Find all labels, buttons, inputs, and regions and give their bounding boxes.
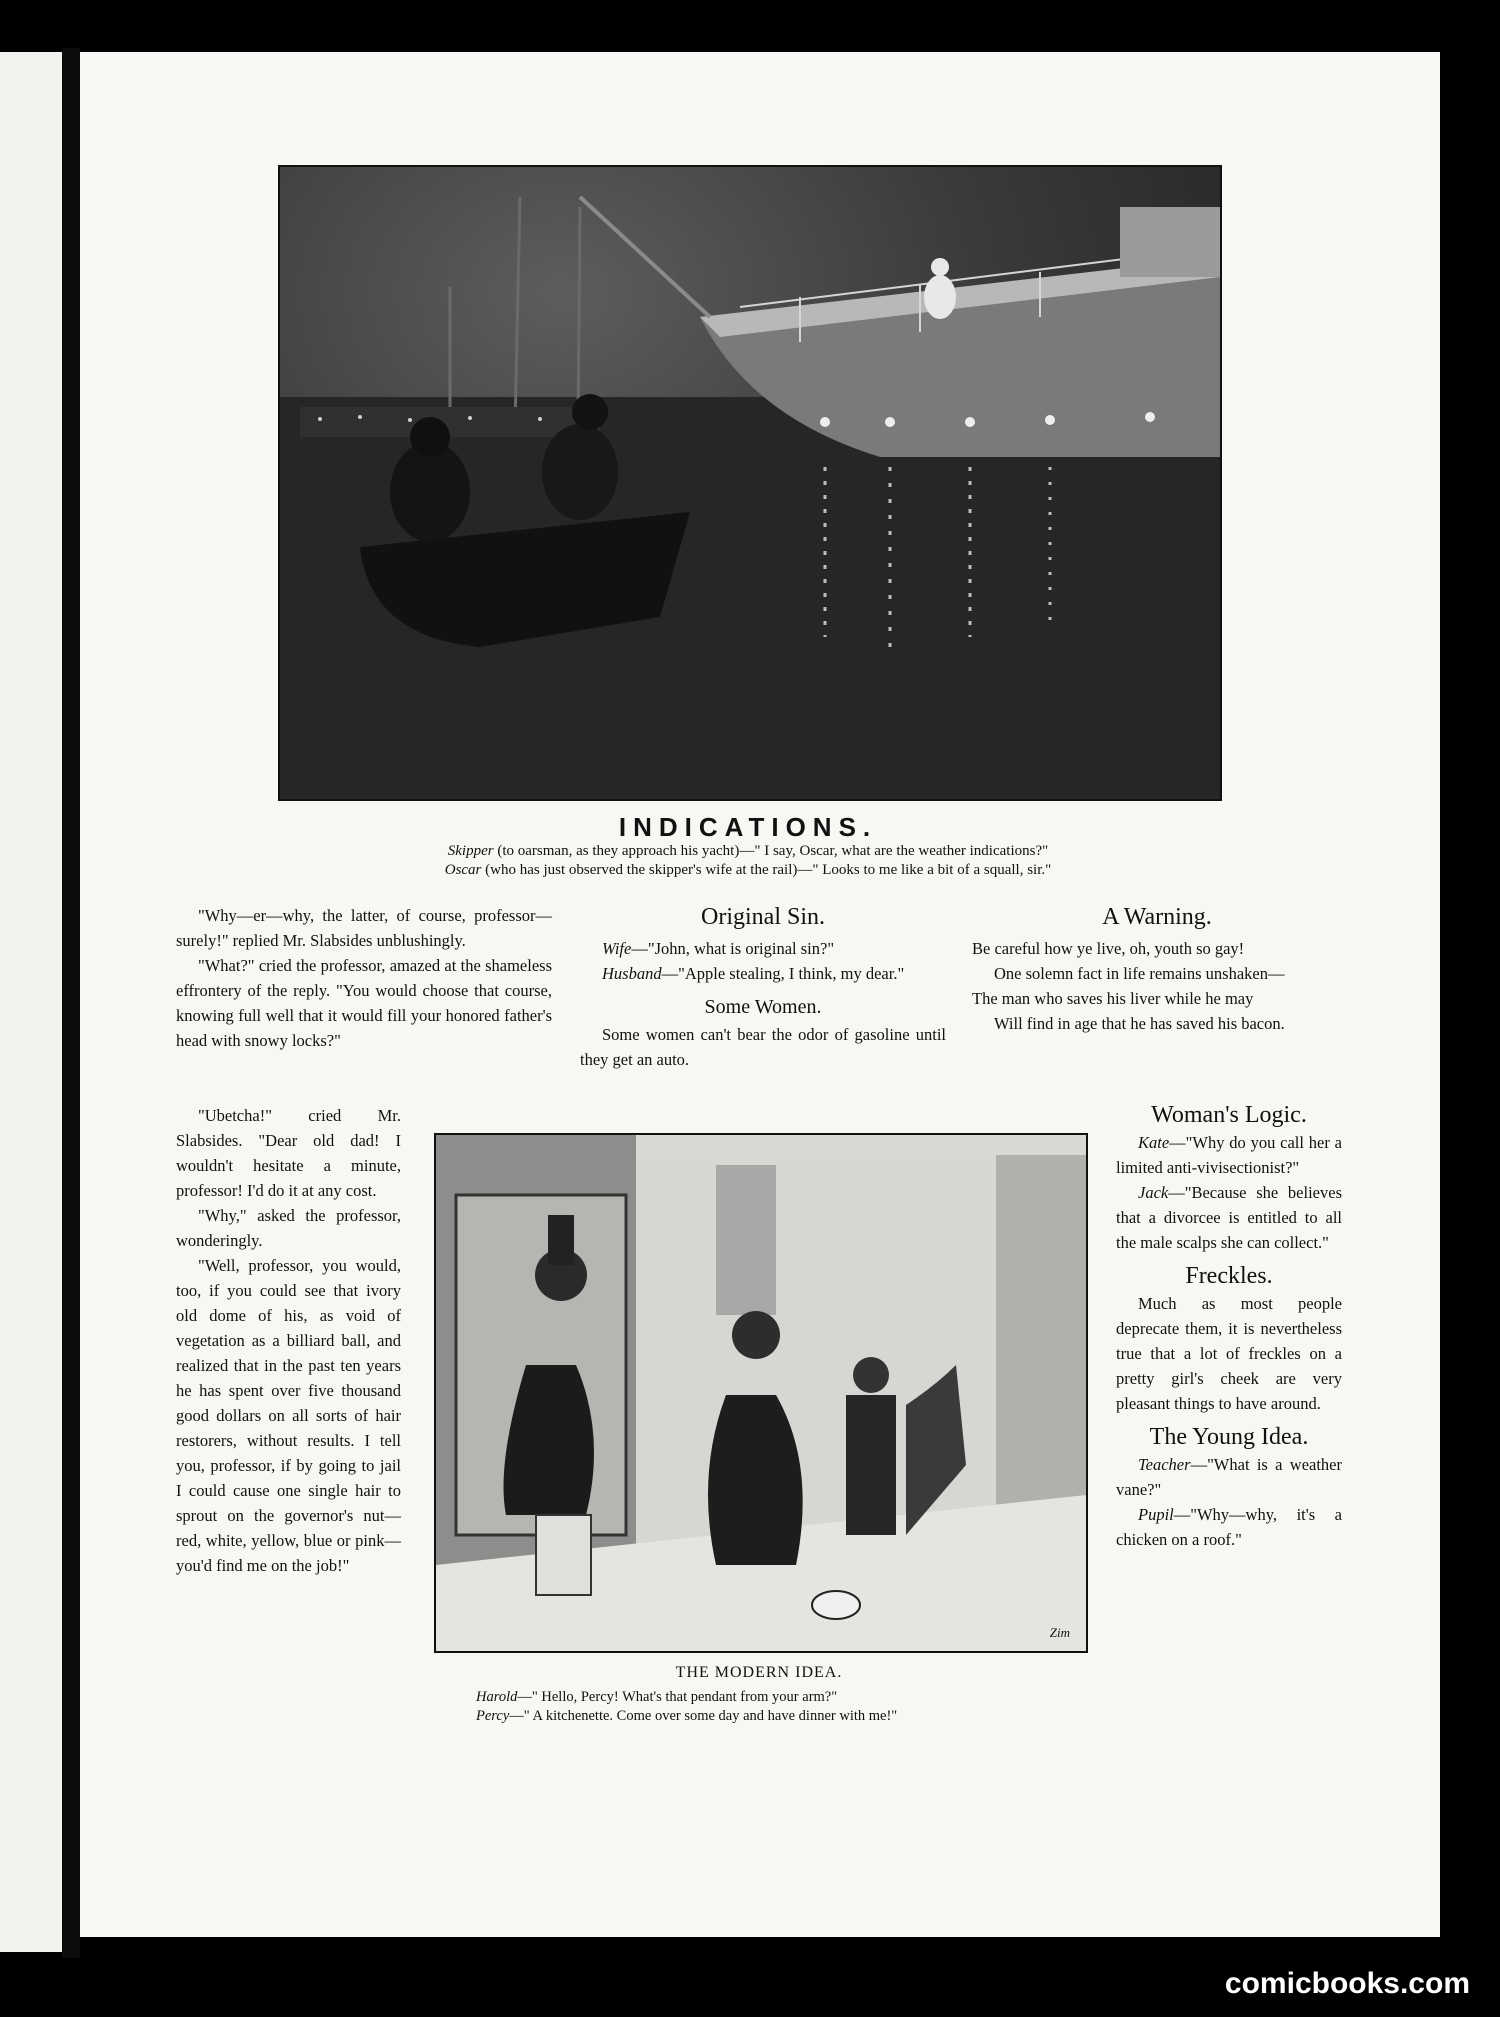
- freckles-heading: Freckles.: [1185, 1263, 1273, 1289]
- wife-text: —"John, what is original sin?": [631, 939, 835, 958]
- story-paragraph-3: "Ubetcha!" cried Mr. Slabsides. "Dear old dad! I wouldn't hesitate a minute, professor! I'd do it at any cost.: [176, 1106, 401, 1200]
- yacht-illustration: [278, 165, 1222, 801]
- teacher-speaker: Teacher: [1138, 1455, 1191, 1474]
- top-caption-line-2: [278, 861, 1218, 879]
- story-paragraph-1: "Why—er—why, the latter, of course, professor—surely!" replied Mr. Slabsides unblushingly.: [176, 906, 552, 950]
- womans-logic-heading: Woman's Logic.: [1151, 1102, 1307, 1128]
- right-column-top: [972, 902, 1342, 1036]
- kate-speaker: Kate: [1138, 1133, 1170, 1152]
- warning-line-1: Be careful how ye live, oh, youth so gay!: [972, 939, 1245, 958]
- wife-speaker: Wife: [602, 939, 632, 958]
- warning-line-3: The man who saves his liver while he may: [972, 989, 1254, 1008]
- jack-line: [1116, 1180, 1342, 1255]
- story-paragraph-2: "What?" cried the professor, amazed at the shameless effrontery of the reply. "You would choose that course, knowing full well that it would fill your honored father's head with snowy locks?": [176, 956, 552, 1050]
- modern-idea-drawing: [436, 1135, 1086, 1651]
- top-caption-title: INDICATIONS.: [618, 812, 878, 842]
- modern-idea-caption-title: THE MODERN IDEA.: [675, 1664, 843, 1681]
- story-paragraph-5: "Well, professor, you would, too, if you could see that ivory old dome of his, as void of vegetation as a billiard ball, and realized that in the past ten years he has spent over five thousand good dollars on all sorts of hair restorers, without results. I tell you, professor, if by going to jail I could cause one single hair to sprout on the governor's nut—red, white, yellow, blue or pink—you'd find me on the job!": [176, 1256, 401, 1575]
- some-women-heading: Some Women.: [704, 996, 822, 1018]
- left-column-top: [176, 903, 552, 1053]
- warning-line-4: Will find in age that he has saved his bacon.: [994, 1014, 1285, 1033]
- modern-caption-percy: [476, 1707, 1076, 1725]
- modern-caption-harold: [476, 1688, 1076, 1706]
- percy-text: —" A kitchenette. Come over some day and have dinner with me!": [509, 1708, 898, 1724]
- some-women-text: Some women can't bear the odor of gasoline until they get an auto.: [580, 1025, 946, 1069]
- yacht-scene-drawing: [280, 167, 1220, 799]
- freckles-text: Much as most people deprecate them, it is nevertheless true that a lot of freckles on a pretty girl's cheek are very pleasant things to have around.: [1116, 1294, 1342, 1413]
- warning-heading: A Warning.: [1102, 904, 1212, 930]
- modern-idea-illustration: [434, 1133, 1088, 1653]
- kate-text: —"Why do you call her a limited anti-vivisectionist?": [1116, 1133, 1342, 1177]
- harold-text: —" Hello, Percy! What's that pendant from your arm?": [517, 1689, 838, 1705]
- harold-speaker: Harold: [476, 1689, 518, 1705]
- middle-column: [580, 902, 946, 1072]
- caption-text-skipper: (to oarsman, as they approach his yacht)—" I say, Oscar, what are the weather indications?": [497, 843, 1049, 859]
- husband-text: —"Apple stealing, I think, my dear.": [661, 964, 905, 983]
- husband-line: [580, 961, 946, 986]
- top-caption-line-1: [278, 842, 1218, 860]
- teacher-line: [1116, 1452, 1342, 1502]
- wife-line: [580, 936, 946, 961]
- pupil-speaker: Pupil: [1138, 1505, 1174, 1524]
- pupil-line: [1116, 1502, 1342, 1552]
- husband-speaker: Husband: [602, 964, 662, 983]
- jack-speaker: Jack: [1138, 1183, 1169, 1202]
- story-paragraph-4: "Why," asked the professor, wonderingly.: [176, 1206, 401, 1250]
- left-column-narrow: [176, 1103, 401, 1578]
- artist-signature: Zim: [1049, 1625, 1070, 1640]
- caption-speaker-skipper: Skipper: [447, 843, 494, 859]
- caption-text-oscar: (who has just observed the skipper's wife at the rail)—" Looks to me like a bit of a squall, sir.": [485, 862, 1052, 878]
- kate-line: [1116, 1130, 1342, 1180]
- teacher-text: —"What is a weather vane?": [1116, 1455, 1342, 1499]
- page-gutter: [62, 48, 80, 1958]
- warning-line-2: One solemn fact in life remains unshaken—: [994, 964, 1285, 983]
- adjacent-page-edge: [0, 52, 62, 1952]
- pupil-text: —"Why—why, it's a chicken on a roof.": [1116, 1505, 1342, 1549]
- site-watermark: comicbooks.com: [1224, 1967, 1470, 2000]
- jack-text: —"Because she believes that a divorcee is entitled to all the male scalps she can collect.": [1116, 1183, 1342, 1252]
- young-idea-heading: The Young Idea.: [1149, 1424, 1309, 1450]
- caption-speaker-oscar: Oscar: [444, 862, 482, 878]
- percy-speaker: Percy: [476, 1708, 510, 1724]
- right-column-narrow: [1116, 1100, 1342, 1552]
- original-sin-heading: Original Sin.: [701, 904, 825, 930]
